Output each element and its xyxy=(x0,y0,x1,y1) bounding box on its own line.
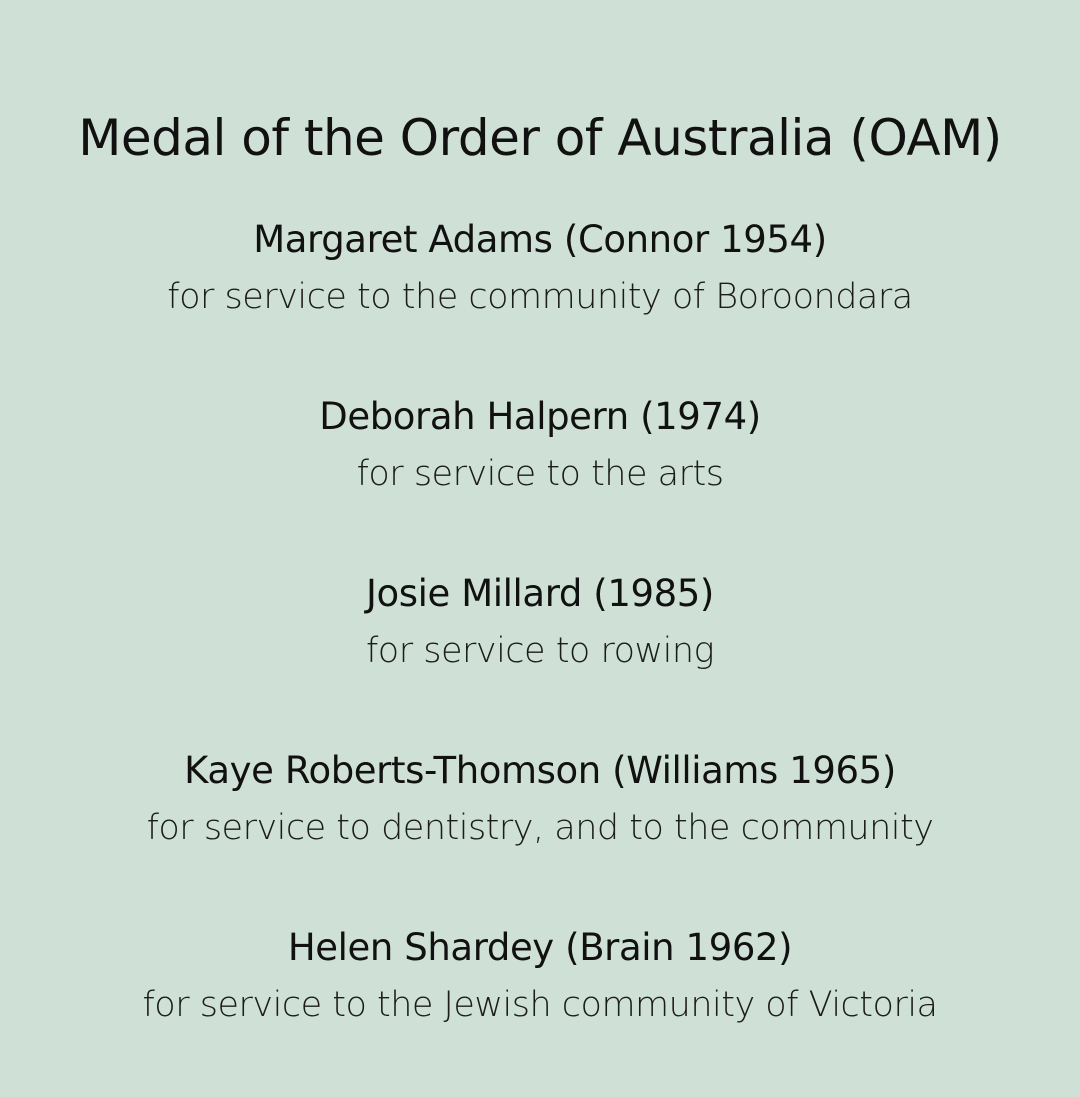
recipient-entry xyxy=(0,920,1080,1097)
recipient-name: Deborah Halpern (1974) xyxy=(319,395,761,438)
recipient-citation: for service to dentistry, and to the community xyxy=(146,808,934,848)
recipient-entry xyxy=(0,743,1080,920)
recipient-name: Kaye Roberts-Thomson (Williams 1965) xyxy=(184,749,896,792)
recipient-name: Margaret Adams (Connor 1954) xyxy=(253,218,827,261)
recipient-name: Helen Shardey (Brain 1962) xyxy=(287,926,793,969)
recipient-citation: for service to the community of Boroondara xyxy=(167,277,913,317)
recipient-name: Josie Millard (1985) xyxy=(366,572,714,615)
recipient-entry xyxy=(0,212,1080,389)
recipient-citation: for service to rowing xyxy=(365,631,715,671)
page-title: Medal of the Order of Australia (OAM) xyxy=(78,109,1002,167)
recipient-list xyxy=(0,212,1080,1097)
recipient-entry xyxy=(0,389,1080,566)
recipient-citation: for service to the Jewish community of Victoria xyxy=(142,985,938,1025)
recipient-citation: for service to the arts xyxy=(356,454,724,494)
recipient-entry xyxy=(0,566,1080,743)
